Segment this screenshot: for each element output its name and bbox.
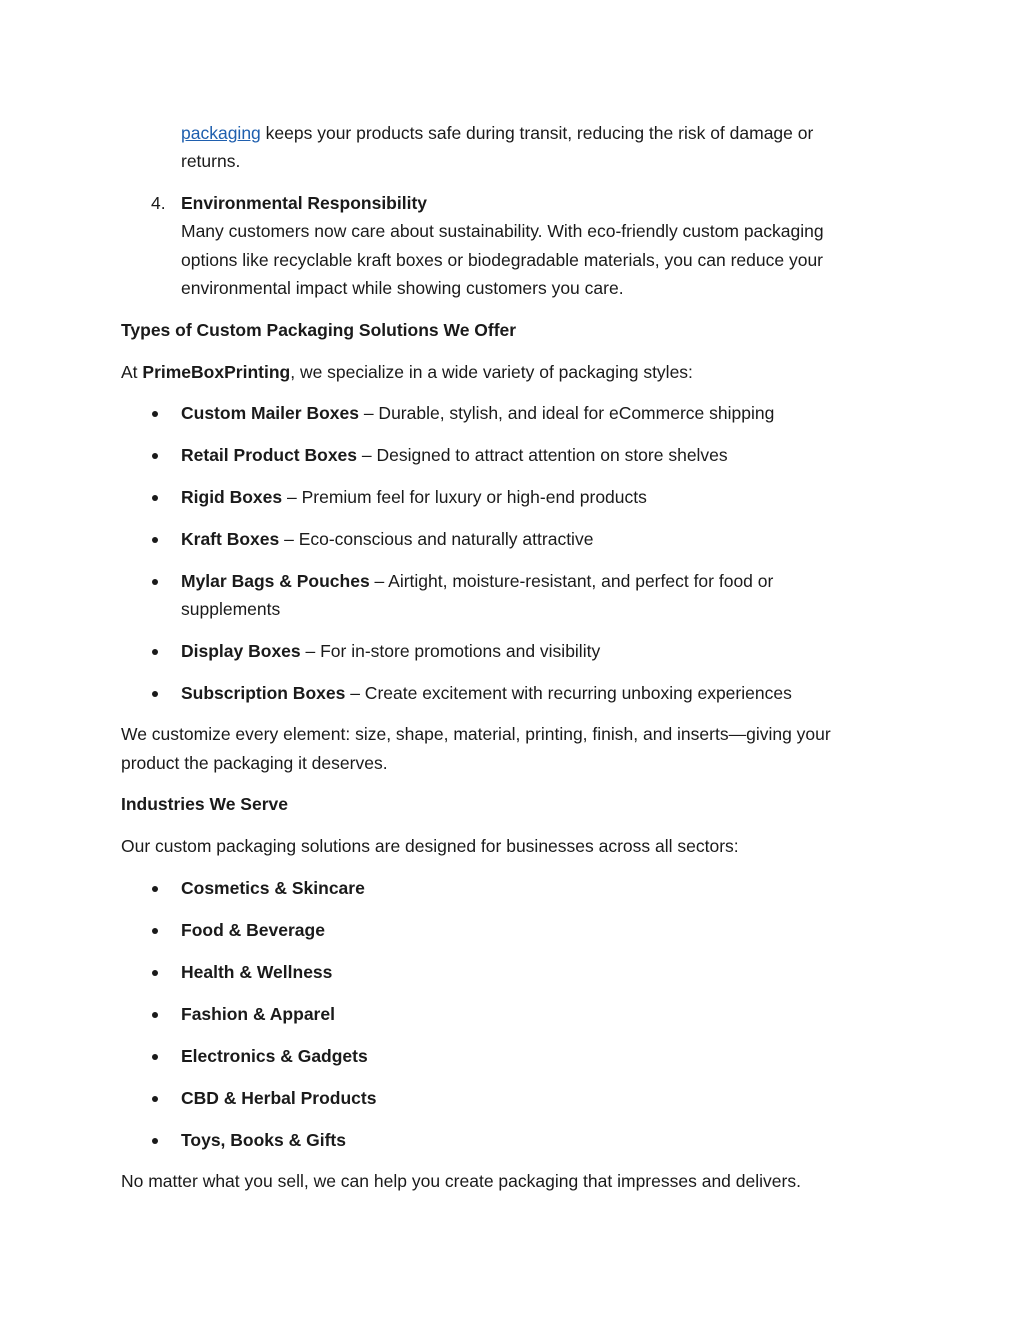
list-item-desc: – Create excitement with recurring unboxing experiences [345, 683, 792, 703]
intro-continuation-line-2: returns. [181, 151, 241, 171]
types-intro [121, 358, 693, 386]
section-heading-types: Types of Custom Packaging Solutions We Offer [121, 320, 517, 340]
industry-item: Food & Beverage [181, 920, 325, 940]
list-item [181, 679, 792, 707]
brand-name: PrimeBoxPrinting [142, 362, 291, 382]
closing-text: No matter what you sell, we can help you create packaging that impresses and delivers. [121, 1171, 801, 1191]
list-item-continuation: supplements [181, 599, 281, 619]
list-item-name: Retail Product Boxes [181, 445, 358, 465]
bullet-icon [152, 1096, 158, 1102]
industry-item: Toys, Books & Gifts [181, 1130, 346, 1150]
industry-item: CBD & Herbal Products [181, 1088, 377, 1108]
list-number: 4. [151, 193, 166, 213]
section-heading-industries: Industries We Serve [121, 794, 288, 814]
bullet-icon [152, 579, 158, 585]
list-item-desc: – Eco-conscious and naturally attractive [279, 529, 594, 549]
list-item-title: Environmental Responsibility [181, 193, 428, 213]
list-item-text-line: Many customers now care about sustainability. With eco-friendly custom packaging [181, 221, 824, 241]
industry-item: Electronics & Gadgets [181, 1046, 368, 1066]
bullet-icon [152, 928, 158, 934]
bullet-icon [152, 691, 158, 697]
industries-intro: Our custom packaging solutions are designed for businesses across all sectors: [121, 836, 739, 856]
types-intro-prefix: At [121, 362, 143, 382]
list-item-name: Mylar Bags & Pouches [181, 571, 370, 591]
intro-continuation-line-1 [181, 119, 813, 147]
industry-item: Fashion & Apparel [181, 1004, 335, 1024]
list-item [181, 441, 728, 469]
list-item-desc: – Durable, stylish, and ideal for eCommerce shipping [358, 403, 775, 423]
bullet-icon [152, 453, 158, 459]
bullet-icon [152, 970, 158, 976]
list-item-desc: – Airtight, moisture-resistant, and perfect for food or [369, 571, 774, 591]
list-item [181, 399, 774, 427]
list-item-name: Display Boxes [181, 641, 301, 661]
bullet-icon [152, 1138, 158, 1144]
industry-item: Health & Wellness [181, 962, 333, 982]
list-item [181, 483, 647, 511]
list-item [181, 525, 593, 553]
bullet-icon [152, 1012, 158, 1018]
list-item-desc: – Designed to attract attention on store shelves [357, 445, 728, 465]
industry-item: Cosmetics & Skincare [181, 878, 365, 898]
bullet-icon [152, 1054, 158, 1060]
bullet-icon [152, 411, 158, 417]
list-item-name: Kraft Boxes [181, 529, 280, 549]
intro-continuation-text: keeps your products safe during transit, reducing the risk of damage or [260, 123, 814, 143]
types-outro-line: product the packaging it deserves. [121, 753, 388, 773]
bullet-icon [152, 649, 158, 655]
bullet-icon [152, 537, 158, 543]
list-item-name: Custom Mailer Boxes [181, 403, 359, 423]
bullet-icon [152, 886, 158, 892]
list-item [181, 567, 773, 595]
list-item-text-line: environmental impact while showing customers you care. [181, 278, 624, 298]
list-item-name: Subscription Boxes [181, 683, 346, 703]
list-item-desc: – For in-store promotions and visibility [300, 641, 601, 661]
types-intro-suffix: , we specialize in a wide variety of packaging styles: [290, 362, 693, 382]
list-item-name: Rigid Boxes [181, 487, 283, 507]
list-item-text-line: options like recyclable kraft boxes or biodegradable materials, you can reduce your [181, 250, 824, 270]
list-item [181, 637, 600, 665]
list-item-desc: – Premium feel for luxury or high-end products [282, 487, 647, 507]
types-outro-line: We customize every element: size, shape, material, printing, finish, and inserts—giving your [121, 724, 831, 744]
packaging-link[interactable]: packaging [181, 123, 261, 143]
bullet-icon [152, 495, 158, 501]
